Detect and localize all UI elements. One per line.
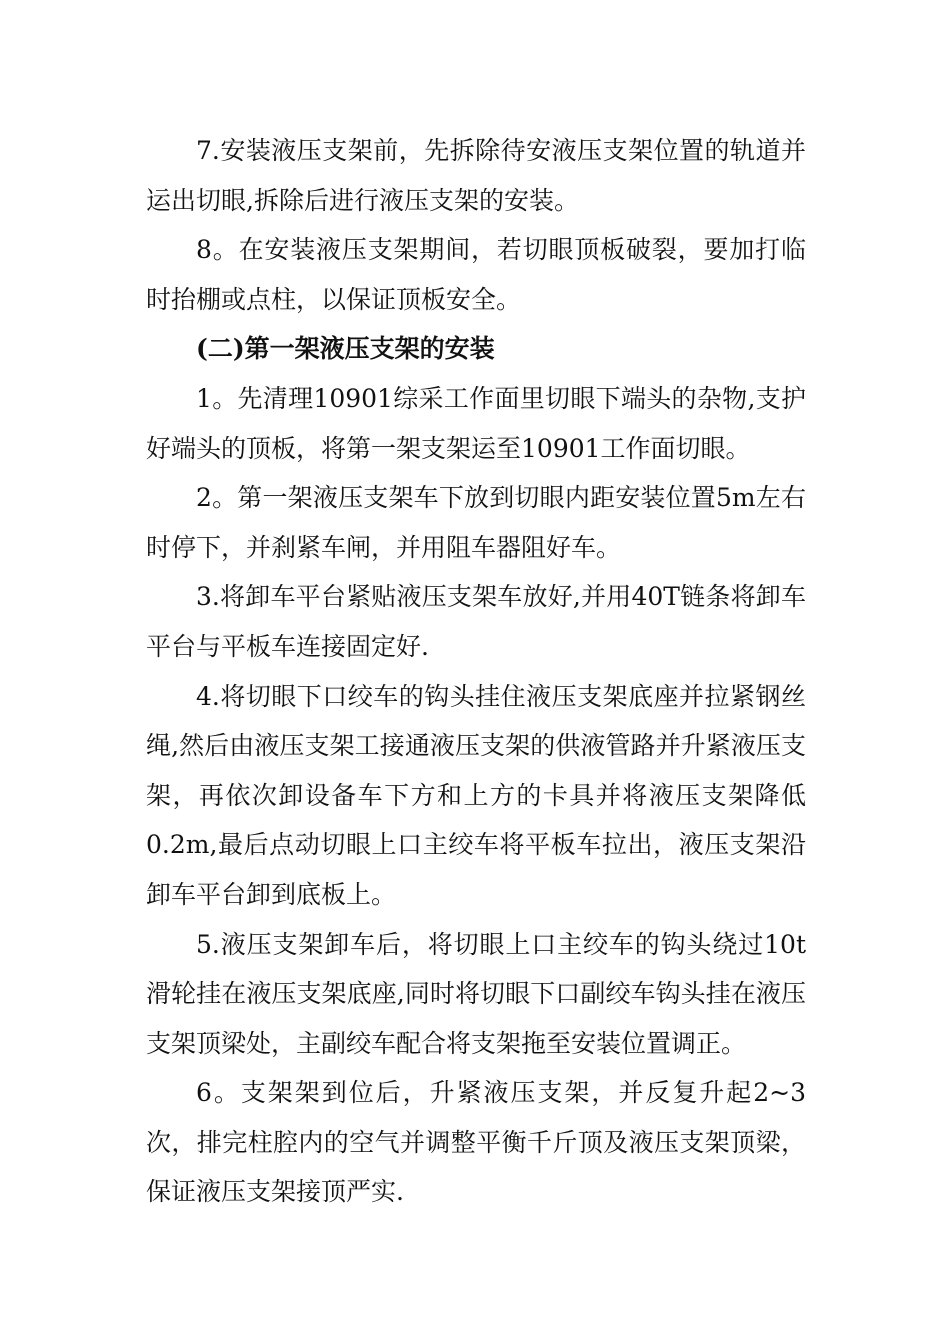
paragraph-7-track-removal: 7.安装液压支架前，先拆除待安液压支架位置的轨道并运出切眼,拆除后进行液压支架的安装。: [146, 136, 806, 215]
paragraph-6-setting: 6。支架架到位后，升紧液压支架，并反复升起2~3次，排完柱腔内的空气并调整平衡千斤顶及液压支架顶梁，保证液压支架接顶严实.: [146, 1078, 806, 1207]
paragraph-8-roof-support: 8。在安装液压支架期间，若切眼顶板破裂，要加打临时抬棚或点柱，以保证顶板安全。: [146, 235, 806, 314]
paragraph-5-positioning: 5.液压支架卸车后，将切眼上口主绞车的钩头绕过10t滑轮挂在液压支架底座,同时将切眼下口副绞车钩头挂在液压支架顶梁处，主副绞车配合将支架拖至安装位置调正。: [146, 929, 806, 1058]
paragraph-1-clean-up: 1。先清理10901综采工作面里切眼下端头的杂物,支护好端头的顶板，将第一架支架运至10901工作面切眼。: [146, 383, 806, 463]
paragraph-2-lowering: 2。第一架液压支架车下放到切眼内距安装位置5m左右时停下，并刹紧车闸，并用阻车器阻好车。: [146, 483, 806, 562]
document-body: [146, 126, 806, 1217]
paragraph-4-winch-unloading: 4.将切眼下口绞车的钩头挂住液压支架底座并拉紧钢丝绳,然后由液压支架工接通液压支架的供液管路并升紧液压支架，再依次卸设备车下方和上方的卡具并将液压支架降低0.2m,最后点动切眼上口主绞车将平板车拉出，液压支架沿卸车平台卸到底板上。: [146, 681, 806, 909]
section-heading: (二)第一架液压支架的安装: [196, 334, 495, 364]
paragraph-3-unloading-platform: 3.将卸车平台紧贴液压支架车放好,并用40T链条将卸车平台与平板车连接固定好.: [146, 582, 806, 661]
